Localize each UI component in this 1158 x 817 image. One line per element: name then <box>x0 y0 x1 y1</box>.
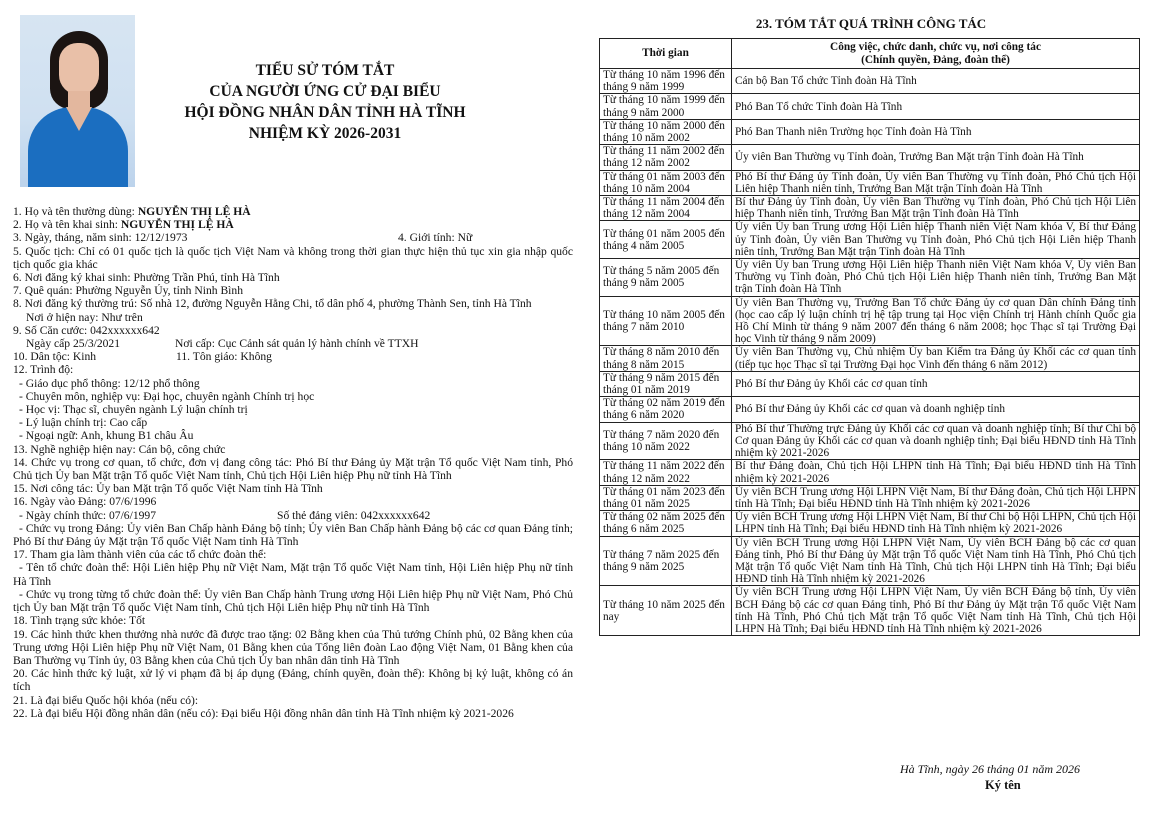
work-history-description: Ủy viên Ban Thường vụ, Chủ nhiệm Ủy ban Kiểm tra Đảng ủy Khối các cơ quan tỉnh (tiếp tục học Thạc sĩ tại Trường Đại học Vinh đến tháng 6 năm 2012) <box>732 346 1140 371</box>
bio-education-heading: 12. Trình độ: <box>13 363 74 377</box>
work-history-description: Bí thư Đảng đoàn, Chủ tịch Hội LHPN tỉnh Hà Tĩnh; Đại biểu HĐND tỉnh Hà Tĩnh nhiệm kỳ 2021-2026 <box>732 460 1140 485</box>
bio-id-issue: Ngày cấp 25/3/2021 Nơi cấp: Cục Cảnh sát quản lý hành chính về TTXH <box>26 337 419 351</box>
work-history-row <box>600 397 1140 422</box>
bio-organizations-positions: - Chức vụ trong từng tổ chức đoàn thể: Ủy viên Ban Chấp hành Trung ương Hội Liên hiệp Phụ nữ Việt Nam, Phó Chủ tịch Ủy ban Mặt trận Tổ quốc Việt Nam tỉnh, Chủ tịch Hội Liên hiệp Phụ nữ tỉnh Hà Tĩnh <box>13 587 573 615</box>
bio-birth-name: 2. Họ và tên khai sinh: NGUYỄN THỊ LỆ HÀ <box>13 218 234 232</box>
bio-discipline: 20. Các hình thức kỷ luật, xử lý vi phạm đã bị áp dụng (Đảng, chính quyền, đoàn thể): Không bị kỷ luật, không có án tích <box>13 667 573 694</box>
bio-workplace: 15. Nơi công tác: Ủy ban Mặt trận Tổ quốc Việt Nam tỉnh Hà Tĩnh <box>13 482 323 496</box>
work-history-row <box>600 196 1140 221</box>
title-line-1: TIỂU SỬ TÓM TẮT <box>255 62 395 79</box>
work-history-period: Từ tháng 10 năm 1996 đến tháng 9 năm 1999 <box>600 69 732 94</box>
bio-position: 14. Chức vụ trong cơ quan, tổ chức, đơn vị đang công tác: Phó Bí thư Đảng ủy Mặt trận Tổ quốc Việt Nam tỉnh, Phó Chủ tịch Ủy ban Mặt trận Tổ quốc Việt Nam tỉnh, Chủ tịch Hội Liên hiệp Phụ nữ tỉnh Hà Tĩnh <box>13 455 573 483</box>
work-history-period: Từ tháng 10 năm 2005 đến tháng 7 năm 2010 <box>600 296 732 346</box>
bio-education-language: - Ngoại ngữ: Anh, khung B1 châu Âu <box>19 429 194 443</box>
work-history-row <box>600 536 1140 586</box>
bio-education-degree: - Học vị: Thạc sĩ, chuyên ngành Lý luận chính trị <box>19 403 248 417</box>
work-history-description: Phó Bí thư Đảng ủy Khối các cơ quan tỉnh <box>732 371 1140 396</box>
bio-occupation: 13. Nghề nghiệp hiện nay: Cán bộ, công chức <box>13 442 226 456</box>
work-history-description: Cán bộ Ban Tổ chức Tỉnh đoàn Hà Tĩnh <box>732 69 1140 94</box>
work-history-period: Từ tháng 11 năm 2004 đến tháng 12 năm 2004 <box>600 196 732 221</box>
work-history-period: Từ tháng 7 năm 2025 đến tháng 9 năm 2025 <box>600 536 732 586</box>
work-history-description: Ủy viên BCH Trung ương Hội LHPN Việt Nam, Ủy viên BCH Đảng bộ các cơ quan Đảng tỉnh, Phó Bí thư Đảng ủy Mặt trận Tổ quốc Việt Nam tỉnh Hà Tĩnh, Phó Chủ tịch Mặt trận Tổ quốc Việt Nam tỉnh Hà Tĩnh, Chủ tịch Hội LHPN tỉnh Hà Tĩnh; Đại biểu HĐND tỉnh Hà Tĩnh nhiệm kỳ 2021-2026 <box>732 536 1140 586</box>
work-history-description: Phó Ban Thanh niên Trường học Tỉnh đoàn Hà Tĩnh <box>732 119 1140 144</box>
bio-birthdate-gender: 3. Ngày, tháng, năm sinh: 12/12/1973 4. Giới tính: Nữ <box>13 231 473 245</box>
biography-section <box>13 205 573 720</box>
work-history-row <box>600 94 1140 119</box>
work-history-header-row <box>600 39 1140 69</box>
work-history-row <box>600 145 1140 170</box>
work-history-period: Từ tháng 7 năm 2020 đến tháng 10 năm 2022 <box>600 422 732 460</box>
work-history-row <box>600 460 1140 485</box>
work-history-period: Từ tháng 10 năm 1999 đến tháng 9 năm 2000 <box>600 94 732 119</box>
bio-party-official-date: - Ngày chính thức: 07/6/1997 Số thẻ đảng viên: 042xxxxxx642 <box>19 508 431 522</box>
work-history-description: Ủy viên BCH Trung ương Hội LHPN Việt Nam, Bí thư Đảng đoàn, Chủ tịch Hội LHPN tỉnh Hà Tĩnh; Đại biểu HĐND tỉnh Hà Tĩnh nhiệm kỳ 2021-2026 <box>732 485 1140 510</box>
portrait-face <box>59 43 99 95</box>
bio-education-professional: - Chuyên môn, nghiệp vụ: Đại học, chuyên ngành Chính trị học <box>19 389 315 403</box>
work-history-row <box>600 371 1140 396</box>
bio-health: 18. Tình trạng sức khỏe: Tốt <box>13 614 146 628</box>
bio-education-general: - Giáo dục phổ thông: 12/12 phổ thông <box>19 376 200 390</box>
work-history-table <box>599 38 1140 636</box>
work-history-period: Từ tháng 10 năm 2000 đến tháng 10 năm 2002 <box>600 119 732 144</box>
work-history-description: Ủy viên BCH Trung ương Hội LHPN Việt Nam, Ủy viên BCH Đảng bộ tỉnh, Ủy viên BCH Đảng bộ các cơ quan Đảng tỉnh, Phó Bí thư Đảng ủy Mặt trận Tổ quốc Việt Nam tỉnh Hà Tĩnh, Phó Chủ tịch Mặt trận Tổ quốc Việt Nam tỉnh Hà Tĩnh, Chủ tịch Hội LHPN Hà Tĩnh; Đại biểu HĐND tỉnh Hà Tĩnh nhiệm kỳ 2021-2026 <box>732 586 1140 636</box>
work-history-row <box>600 296 1140 346</box>
work-history-row <box>600 69 1140 94</box>
bio-permanent-residence: 8. Nơi đăng ký thường trú: Số nhà 12, đường Nguyễn Hằng Chi, tổ dân phố 4, phường Thành Sen, tỉnh Hà Tĩnh <box>13 297 532 311</box>
work-history-period: Từ tháng 11 năm 2022 đến tháng 12 năm 2022 <box>600 460 732 485</box>
header-description: Công việc, chức danh, chức vụ, nơi công tác (Chính quyền, Đảng, đoàn thể) <box>732 39 1140 69</box>
bio-id-number: 9. Số Căn cước: 042xxxxxx642 <box>13 323 160 337</box>
work-history-description: Ủy viên Ban Thường vụ Tỉnh đoàn, Trưởng Ban Mặt trận Tỉnh đoàn Hà Tĩnh <box>732 145 1140 170</box>
work-history-title: 23. TÓM TẮT QUÁ TRÌNH CÔNG TÁC <box>755 16 987 31</box>
work-history-description: Phó Bí thư Thường trực Đảng ủy Khối các cơ quan và doanh nghiệp tỉnh; Bí thư Chi bộ Cơ quan Đảng ủy Khối các cơ quan và doanh nghiệp tỉnh; Đại biểu HĐND tỉnh Hà Tĩnh nhiệm kỳ 2021-2026 <box>732 422 1140 460</box>
work-history-row <box>600 119 1140 144</box>
signature-date: Hà Tĩnh, ngày 26 tháng 01 năm 2026 <box>900 762 1080 776</box>
work-history-row <box>600 485 1140 510</box>
bio-common-name: 1. Họ và tên thường dùng: NGUYỄN THỊ LỆ HÀ <box>13 205 251 218</box>
bio-party-join-date: 16. Ngày vào Đảng: 07/6/1996 <box>13 495 157 509</box>
bio-party-position: - Chức vụ trong Đảng: Ủy viên Ban Chấp hành Đảng bộ tỉnh; Ủy viên Ban Chấp hành Đảng bộ các cơ quan Đảng tỉnh; Phó Bí thư Đảng ủy Mặt trận Tổ quốc Việt Nam tỉnh Hà Tĩnh <box>13 521 573 549</box>
work-history-description: Phó Bí thư Đảng ủy Tỉnh đoàn, Ủy viên Ban Thường vụ Tỉnh đoàn, Phó Chủ tịch Hội Liên hiệp Thanh niên tỉnh, Trưởng Ban Mặt trận Tỉnh đoàn Hà Tĩnh <box>732 170 1140 195</box>
work-history-period: Từ tháng 02 năm 2019 đến tháng 6 năm 2020 <box>600 397 732 422</box>
bio-organizations-heading: 17. Tham gia làm thành viên của các tổ chức đoàn thể: <box>13 548 267 562</box>
work-history-description: Ủy viên Ủy ban Trung ương Hội Liên hiệp Thanh niên Việt Nam khóa V, Ủy viên Ban Thường vụ Tỉnh đoàn, Phó Chủ tịch Hội Liên hiệp Thanh niên tỉnh, Trưởng Ban Mặt trận Tỉnh đoàn Hà Tĩnh <box>732 259 1140 297</box>
work-history-period: Từ tháng 8 năm 2010 đến tháng 8 năm 2015 <box>600 346 732 371</box>
work-history-description: Phó Ban Tổ chức Tỉnh đoàn Hà Tĩnh <box>732 94 1140 119</box>
work-history-period: Từ tháng 11 năm 2002 đến tháng 12 năm 2002 <box>600 145 732 170</box>
work-history-description: Ủy viên BCH Trung ương Hội LHPN Việt Nam, Bí thư Chi bộ Hội LHPN, Chủ tịch Hội LHPN tỉnh Hà Tĩnh; Đại biểu HĐND tỉnh Hà Tĩnh nhiệm kỳ 2021-2026 <box>732 511 1140 536</box>
document-title <box>170 60 480 144</box>
work-history-row <box>600 422 1140 460</box>
bio-ethnicity-religion: 10. Dân tộc: Kinh 11. Tôn giáo: Không <box>13 350 272 364</box>
signature-label: Ký tên <box>985 778 1021 792</box>
candidate-portrait-photo <box>20 15 135 187</box>
work-history-row <box>600 170 1140 195</box>
work-history-description: Phó Bí thư Đảng ủy Khối các cơ quan và doanh nghiệp tỉnh <box>732 397 1140 422</box>
bio-birth-registration: 6. Nơi đăng ký khai sinh: Phường Trần Phú, tỉnh Hà Tĩnh <box>13 271 280 285</box>
work-history-row <box>600 259 1140 297</box>
title-line-2: CỦA NGƯỜI ỨNG CỬ ĐẠI BIỂU <box>209 83 441 100</box>
work-history-row <box>600 586 1140 636</box>
bio-peoples-council: 22. Là đại biểu Hội đồng nhân dân (nếu có): Đại biểu Hội đồng nhân dân tỉnh Hà Tĩnh nhiệm kỳ 2021-2026 <box>13 706 514 720</box>
work-history-description: Ủy viên Ban Thường vụ, Trưởng Ban Tổ chức Đảng ủy cơ quan Dân chính Đảng tỉnh (học cao cấp lý luận chính trị hệ tập trung tại Học viện Chính trị Hành chính Quốc gia Hồ Chí Minh từ tháng 9 năm 2007 đến tháng 6 năm 2008; học Thạc sĩ tại Trường Đại học Vinh từ tháng 9 năm 2009) <box>732 296 1140 346</box>
work-history-period: Từ tháng 02 năm 2025 đến tháng 6 năm 2025 <box>600 511 732 536</box>
work-history-description: Ủy viên Ủy ban Trung ương Hội Liên hiệp Thanh niên Việt Nam khóa V, Bí thư Đảng ủy Tỉnh đoàn, Ủy viên Ban Thường vụ Tỉnh đoàn, Phó Chủ tịch Hội Liên hiệp Thanh niên tỉnh, Trưởng Ban Mặt trận Tỉnh đoàn Hà Tĩnh <box>732 221 1140 259</box>
bio-awards: 19. Các hình thức khen thưởng nhà nước đã được trao tặng: 02 Bằng khen của Thủ tướng Chính phủ, 02 Bằng khen của Trung ương Hội Liên hiệp Phụ nữ Việt Nam, 01 Bằng khen của Tổng liên đoàn Lao động Việt Nam, 01 Bằng khen của Ban Thường vụ Tỉnh ủy, 03 Bằng khen của Chủ tịch Ủy ban nhân dân tỉnh Hà Tĩnh <box>13 627 573 667</box>
work-history-period: Từ tháng 9 năm 2015 đến tháng 01 năm 2019 <box>600 371 732 396</box>
bio-nationality: 5. Quốc tịch: Chỉ có 01 quốc tịch là quốc tịch Việt Nam và không trong thời gian thực hiện thủ tục xin gia nhập quốc tịch quốc gia khác <box>13 244 573 271</box>
work-history-period: Từ tháng 10 năm 2025 đến nay <box>600 586 732 636</box>
bio-organizations-names: - Tên tổ chức đoàn thể: Hội Liên hiệp Phụ nữ Việt Nam, Mặt trận Tổ quốc Việt Nam tỉnh, Hội Liên hiệp Phụ nữ tỉnh Hà Tĩnh <box>13 561 573 588</box>
bio-current-residence: Nơi ở hiện nay: Như trên <box>26 310 143 324</box>
work-history-period: Từ tháng 01 năm 2023 đến tháng 01 năm 2025 <box>600 485 732 510</box>
title-line-4: NHIỆM KỲ 2026-2031 <box>248 125 402 142</box>
work-history-row <box>600 221 1140 259</box>
header-time: Thời gian <box>600 39 732 69</box>
bio-hometown: 7. Quê quán: Phường Nguyễn Úy, tỉnh Ninh Bình <box>13 284 244 298</box>
work-history-body <box>600 69 1140 636</box>
work-history-row <box>600 511 1140 536</box>
work-history-period: Từ tháng 5 năm 2005 đến tháng 9 năm 2005 <box>600 259 732 297</box>
bio-national-assembly: 21. Là đại biểu Quốc hội khóa (nếu có): <box>13 693 199 707</box>
title-line-3: HỘI ĐỒNG NHÂN DÂN TỈNH HÀ TĨNH <box>184 104 466 121</box>
work-history-row <box>600 346 1140 371</box>
work-history-description: Bí thư Đảng ủy Tỉnh đoàn, Ủy viên Ban Thường vụ Tỉnh đoàn, Phó Chủ tịch Hội Liên hiệp Thanh niên tỉnh, Trưởng Ban Mặt trận Tỉnh đoàn Hà Tĩnh <box>732 196 1140 221</box>
work-history-period: Từ tháng 01 năm 2005 đến tháng 4 năm 2005 <box>600 221 732 259</box>
work-history-period: Từ tháng 01 năm 2003 đến tháng 10 năm 2004 <box>600 170 732 195</box>
bio-education-political: - Lý luận chính trị: Cao cấp <box>19 416 148 430</box>
